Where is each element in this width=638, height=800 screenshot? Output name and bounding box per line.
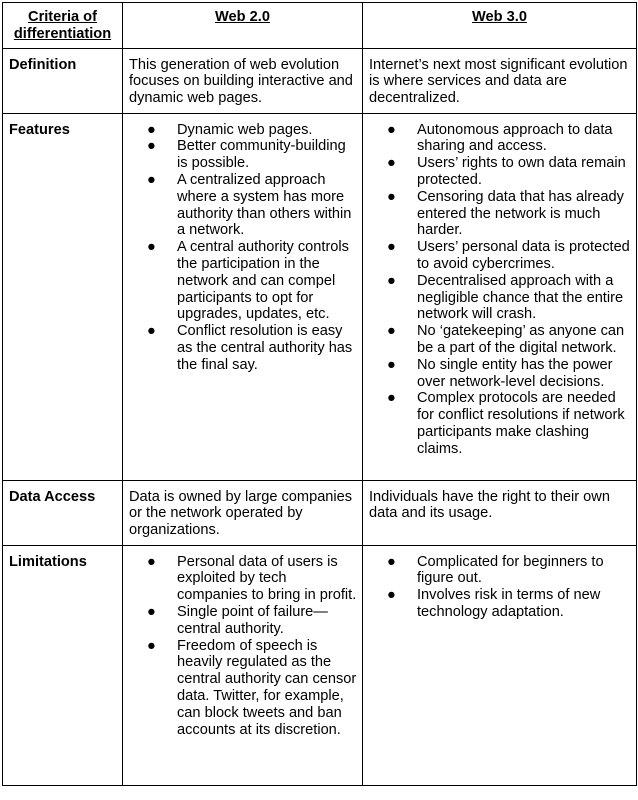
bullet-icon: ●: [147, 553, 156, 570]
bullet-icon: ●: [387, 553, 396, 570]
header-criteria: Criteria of differentiation: [3, 3, 123, 49]
list-item: [367, 189, 632, 239]
list-item-text: No single entity has the power over network-level decisions.: [417, 356, 613, 390]
features-web2: [123, 113, 363, 480]
list-item: [127, 138, 358, 172]
list-item: [127, 554, 358, 604]
comparison-table: [2, 2, 637, 786]
data-access-web3: Individuals have the right to their own data and its usage.: [363, 480, 637, 545]
bullet-icon: ●: [147, 171, 156, 188]
bullet-icon: ●: [387, 155, 396, 172]
label-limitations: Limitations: [3, 545, 123, 785]
bullet-icon: ●: [147, 637, 156, 654]
list-item: [367, 239, 632, 273]
list-item: [367, 122, 632, 156]
row-limitations: [3, 545, 637, 785]
limitations-web3-list: [367, 554, 632, 621]
bullet-icon: ●: [387, 323, 396, 340]
list-item-text: A centralized approach where a system has more authority than others within a network.: [177, 171, 352, 239]
features-web2-list: [127, 122, 358, 374]
label-features: Features: [3, 113, 123, 480]
bullet-icon: ●: [147, 121, 156, 138]
limitations-web2-list: [127, 554, 358, 739]
bullet-icon: ●: [387, 239, 396, 256]
list-item: [367, 155, 632, 189]
list-item-text: Complex protocols are needed for conflict resolutions if network participants make clashing claims.: [417, 390, 625, 457]
list-item-text: Freedom of speech is heavily regulated as the central authority can censor data. Twitter, for example, can block tweets and ban accounts at its discretion.: [177, 637, 357, 738]
bullet-icon: ●: [387, 121, 396, 138]
list-item: [367, 273, 632, 323]
header-web3: Web 3.0: [363, 3, 637, 49]
data-access-web2: Data is owned by large companies or the network operated by organizations.: [123, 480, 363, 545]
limitations-web2: [123, 545, 363, 785]
list-item-text: Single point of failure—central authority.: [177, 603, 328, 637]
features-web3: [363, 113, 637, 480]
list-item-text: Users’ rights to own data remain protected.: [417, 155, 626, 188]
definition-web3: Internet’s next most significant evolution is where services and data are decentralized.: [363, 48, 637, 113]
list-item-text: Involves risk in terms of new technology adaptation.: [417, 587, 601, 620]
bullet-icon: ●: [147, 323, 156, 340]
bullet-icon: ●: [147, 603, 156, 620]
list-item: [127, 323, 358, 373]
list-item: [127, 604, 358, 638]
definition-web2: This generation of web evolution focuses on building interactive and dynamic web pages.: [123, 48, 363, 113]
list-item-text: Conflict resolution is easy as the central authority has the final say.: [177, 323, 353, 373]
limitations-web3: [363, 545, 637, 785]
row-definition: [3, 48, 637, 113]
list-item-text: Better community-building is possible.: [177, 138, 346, 172]
row-data-access: [3, 480, 637, 545]
bullet-icon: ●: [387, 272, 396, 289]
label-definition: Definition: [3, 48, 123, 113]
bullet-icon: ●: [387, 587, 396, 604]
bullet-icon: ●: [387, 188, 396, 205]
list-item: [367, 357, 632, 391]
list-item-text: No ‘gatekeeping’ as anyone can be a part of the digital network.: [417, 323, 625, 356]
bullet-icon: ●: [147, 239, 156, 256]
list-item: [127, 122, 358, 139]
list-item-text: A central authority controls the participation in the network and can compel participants to opt for upgrades, updates, etc.: [177, 239, 349, 323]
list-item-text: Users’ personal data is protected to avoid cybercrimes.: [417, 239, 630, 272]
list-item: [127, 239, 358, 323]
bullet-icon: ●: [387, 390, 396, 407]
list-item-text: Dynamic web pages.: [177, 121, 313, 138]
features-web3-list: [367, 122, 632, 458]
list-item-text: Censoring data that has already entered the network is much harder.: [417, 188, 624, 239]
list-item-text: Complicated for beginners to figure out.: [417, 553, 604, 587]
label-data-access: Data Access: [3, 480, 123, 545]
list-item: [127, 638, 358, 739]
list-item-text: Autonomous approach to data sharing and access.: [417, 121, 613, 155]
list-item: [367, 587, 632, 621]
header-web2: Web 2.0: [123, 3, 363, 49]
list-item: [367, 554, 632, 588]
row-features: [3, 113, 637, 480]
list-item-text: Personal data of users is exploited by tech companies to bring in profit.: [177, 553, 357, 604]
bullet-icon: ●: [147, 138, 156, 155]
list-item: [127, 172, 358, 239]
bullet-icon: ●: [387, 356, 396, 373]
list-item: [367, 390, 632, 457]
header-row: [3, 3, 637, 49]
list-item: [367, 323, 632, 357]
list-item-text: Decentralised approach with a negligible chance that the entire network will crash.: [417, 272, 624, 323]
